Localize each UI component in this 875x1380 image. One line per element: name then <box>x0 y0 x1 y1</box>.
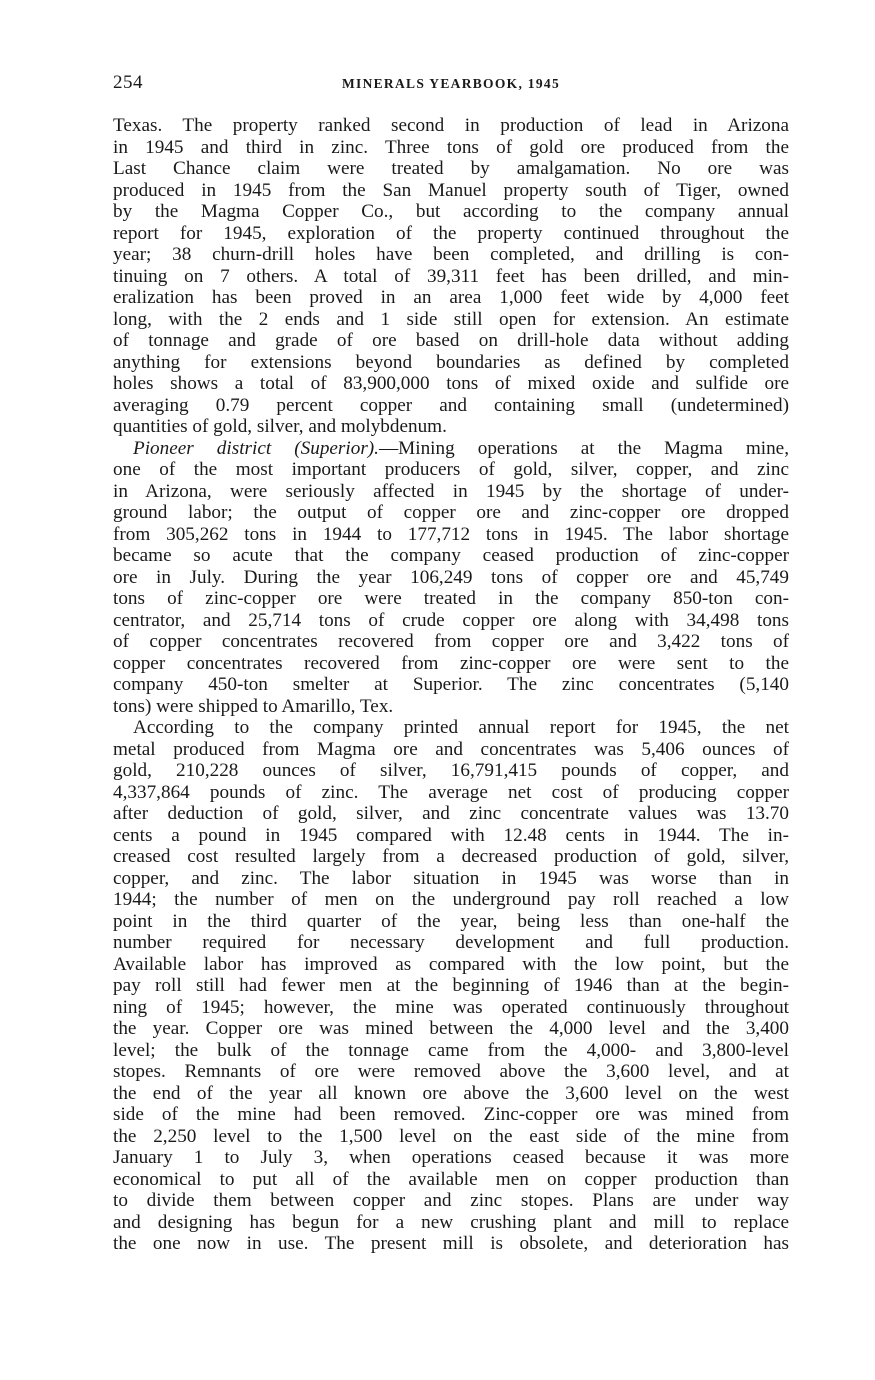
text-line: 1944; the number of men on the underground pay roll reached a low <box>113 889 789 910</box>
text-line: ground labor; the output of copper ore and zinc-copper ore dropped <box>113 502 789 523</box>
text-line: economical to put all of the available men on copper production than <box>113 1168 789 1190</box>
text-line: the end of the year all known ore above the 3,600 level on the west <box>113 1082 789 1104</box>
text-line: 4,337,864 pounds of zinc. The average net cost of producing copper <box>113 781 789 803</box>
text-line: tons) were shipped to Amarillo, Tex. <box>113 695 394 717</box>
text-line: ning of 1945; however, the mine was operated continuously throughout <box>113 996 789 1018</box>
text-line: of copper concentrates recovered from copper ore and 3,422 tons of <box>113 631 789 652</box>
text-line: pay roll still had fewer men at the beginning of 1946 than at the begin- <box>113 975 789 996</box>
text-line: centrator, and 25,714 tons of crude copper ore along with 34,498 tons <box>113 609 789 631</box>
text-line: level; the bulk of the tonnage came from the 4,000- and 3,800-level <box>113 1039 789 1061</box>
running-head: MINERALS YEARBOOK, 1945 <box>341 76 561 91</box>
text-line: holes shows a total of 83,900,000 tons of mixed oxide and sulfide ore <box>113 373 789 394</box>
text-line: produced in 1945 from the San Manuel property south of Tiger, owned <box>113 179 789 201</box>
text-line: ore in July. During the year 106,249 tons of copper ore and 45,749 <box>113 566 789 588</box>
text-line: after deduction of gold, silver, and zinc concentrate values was 13.70 <box>113 803 789 824</box>
body-text <box>113 115 789 1255</box>
text-line: side of the mine had been removed. Zinc-copper ore was mined from <box>113 1104 789 1125</box>
page-header <box>113 72 789 96</box>
text-line: tons of zinc-copper ore were treated in the company 850-ton con- <box>113 588 789 609</box>
text-line: According to the company printed annual report for 1945, the net <box>133 717 789 738</box>
text-line: gold, 210,228 ounces of silver, 16,791,415 pounds of copper, and <box>113 760 789 781</box>
text-line: became so acute that the company ceased production of zinc-copper <box>113 545 789 566</box>
text-line: Texas. The property ranked second in production of lead in Arizona <box>113 115 789 136</box>
text-line: from 305,262 tons in 1944 to 177,712 tons in 1945. The labor shortage <box>113 523 789 545</box>
text-line: Available labor has improved as compared with the low point, but the <box>113 953 789 975</box>
text-line: one of the most important producers of gold, silver, copper, and zinc <box>113 459 789 480</box>
text-line: January 1 to July 3, when operations ceased because it was more <box>113 1147 789 1168</box>
paragraph-san-manuel <box>113 115 789 438</box>
text-line: copper, and zinc. The labor situation in 1945 was worse than in <box>113 867 789 889</box>
text-line: number required for necessary development and full production. <box>113 932 789 953</box>
text-line: quantities of gold, silver, and molybdenum. <box>113 416 447 437</box>
text-line: eralization has been proved in an area 1,000 feet wide by 4,000 feet <box>113 287 789 308</box>
text-line: the year. Copper ore was mined between the 4,000 level and the 3,400 <box>113 1018 789 1039</box>
text-line: anything for extensions beyond boundaries as defined by completed <box>113 351 789 373</box>
paragraph-pioneer-district <box>113 438 789 718</box>
text-line: company 450-ton smelter at Superior. The zinc concentrates (5,140 <box>113 674 789 695</box>
text-line: cents a pound in 1945 compared with 12.48 cents in 1944. The in- <box>113 824 789 846</box>
text-line: in 1945 and third in zinc. Three tons of gold ore produced from the <box>113 136 789 158</box>
text-line: Last Chance claim were treated by amalgamation. No ore was <box>113 158 789 179</box>
text-line: averaging 0.79 percent copper and containing small (undetermined) <box>113 394 789 416</box>
text-line: point in the third quarter of the year, being less than one-half the <box>113 910 789 932</box>
text-line: tinuing on 7 others. A total of 39,311 feet has been drilled, and min- <box>113 265 789 287</box>
text-line: to divide them between copper and zinc stopes. Plans are under way <box>113 1190 789 1211</box>
page-number: 254 <box>113 72 143 93</box>
text-line: report for 1945, exploration of the property continued throughout the <box>113 222 789 244</box>
paragraph-annual-report <box>113 717 789 1255</box>
text-line: copper concentrates recovered from zinc-copper ore were sent to the <box>113 652 789 674</box>
text-line: the 2,250 level to the 1,500 level on the east side of the mine from <box>113 1125 789 1147</box>
section-heading: Pioneer district (Superior). <box>133 437 379 459</box>
text-line: by the Magma Copper Co., but according to the company annual <box>113 201 789 222</box>
text-line: creased cost resulted largely from a decreased production of gold, silver, <box>113 846 789 867</box>
text-line-with-heading <box>113 438 789 460</box>
text-line: year; 38 churn-drill holes have been completed, and drilling is con- <box>113 244 789 265</box>
text-line: metal produced from Magma ore and concentrates was 5,406 ounces of <box>113 738 789 760</box>
text-line: stopes. Remnants of ore were removed above the 3,600 level, and at <box>113 1061 789 1082</box>
text-line: the one now in use. The present mill is obsolete, and deterioration has <box>113 1233 789 1254</box>
text-line: and designing has begun for a new crushing plant and mill to replace <box>113 1211 789 1233</box>
text-fragment: —Mining operations at the Magma mine, <box>378 437 789 459</box>
text-line: in Arizona, were seriously affected in 1945 by the shortage of under- <box>113 480 789 502</box>
text-line: long, with the 2 ends and 1 side still open for extension. An estimate <box>113 308 789 330</box>
text-line: of tonnage and grade of ore based on drill-hole data without adding <box>113 330 789 351</box>
